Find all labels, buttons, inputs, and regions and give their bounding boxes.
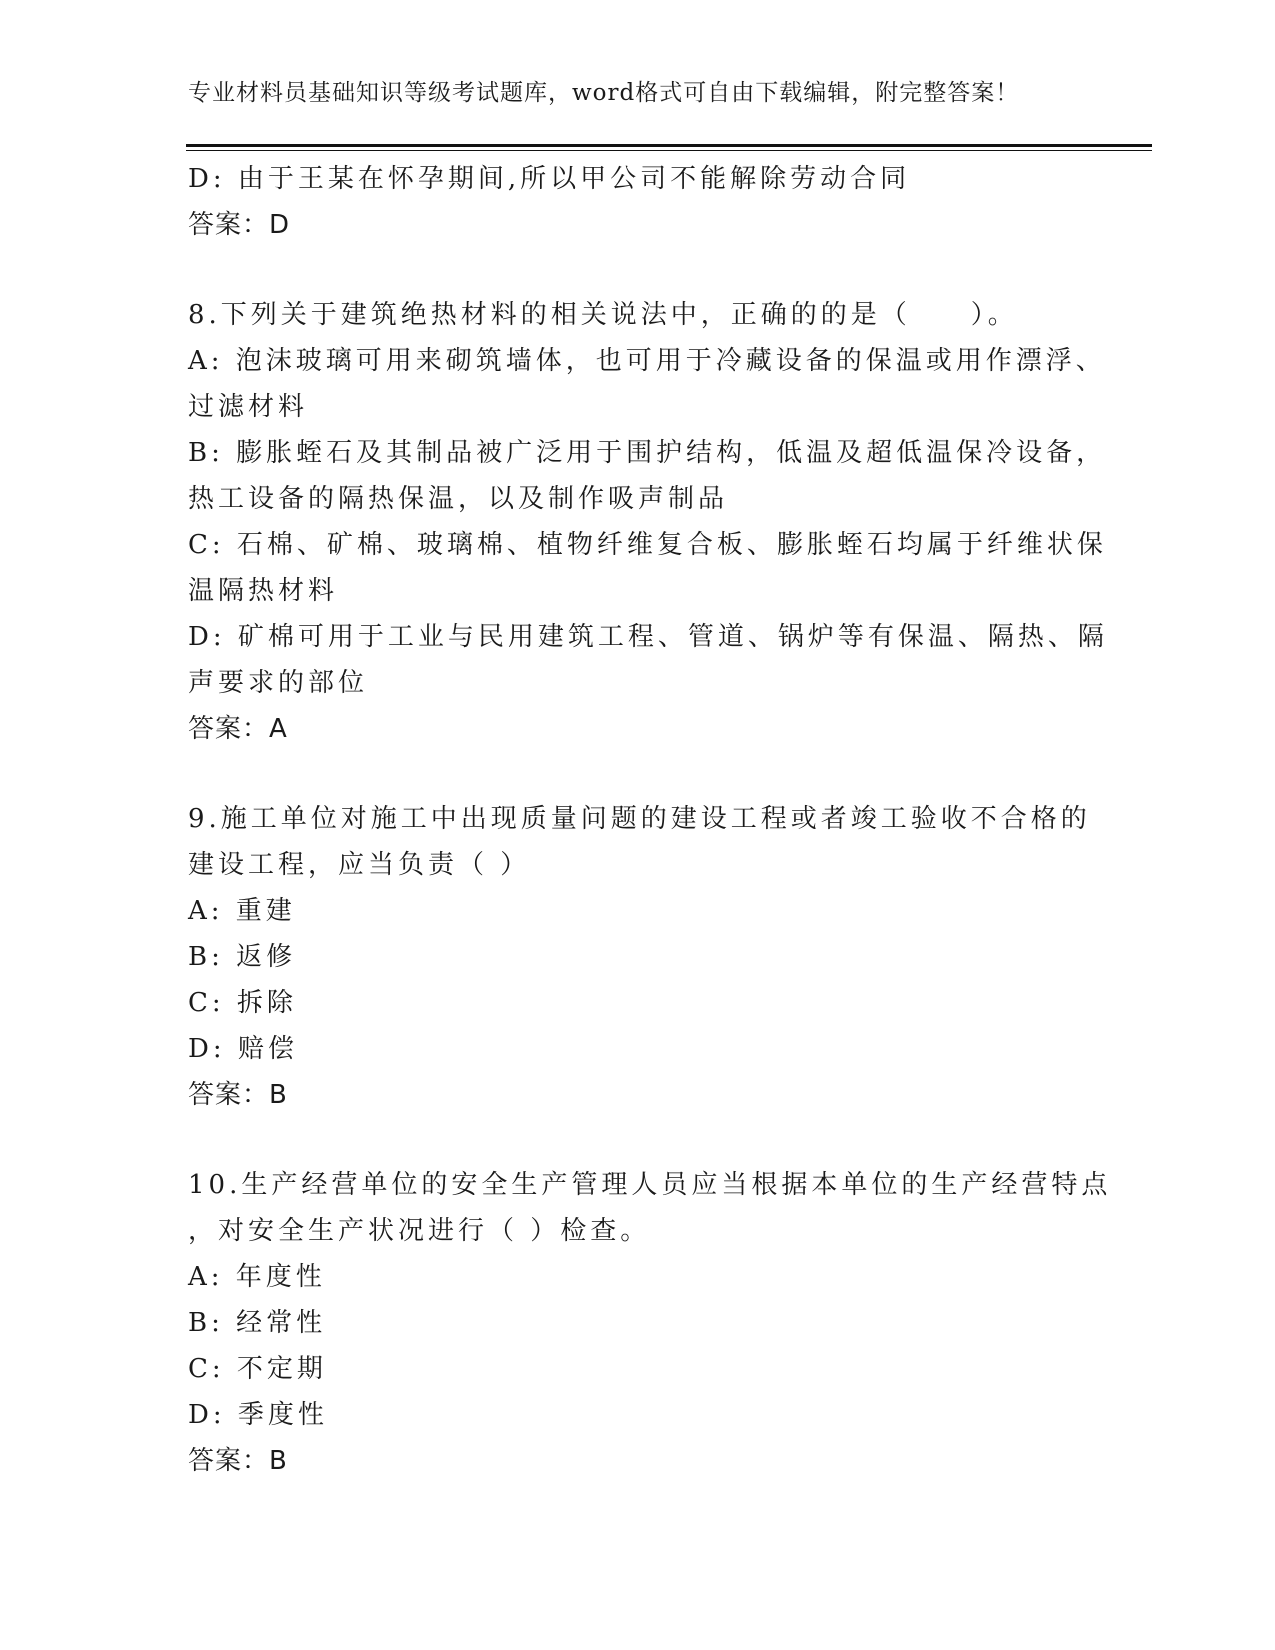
header-rule-thick [186, 144, 1152, 147]
option-a: A: 重建 [188, 896, 296, 926]
question-stem-cont: 建设工程，应当负责（ ） [188, 850, 531, 880]
header-rule-thin [186, 150, 1152, 151]
answer: 答案：B [188, 1080, 288, 1110]
page-header: 专业材料员基础知识等级考试题库，word格式可自由下载编辑，附完整答案！ [188, 80, 1020, 106]
spacer [188, 248, 1088, 292]
option-c: C: 不定期 [188, 1354, 327, 1384]
option-c-cont: 温隔热材料 [188, 576, 339, 606]
previous-question [188, 156, 1088, 248]
option-a: A: 泡沫玻璃可用来砌筑墙体，也可用于冷藏设备的保温或用作漂浮、 [188, 346, 1106, 376]
option-b: B: 返修 [188, 942, 297, 972]
question-9 [188, 796, 1091, 1118]
question-stem-cont: ，对安全生产状况进行（ ）检查。 [188, 1216, 651, 1246]
option-a-cont: 过滤材料 [188, 392, 309, 422]
answer: 答案：B [188, 1446, 288, 1476]
question-list [188, 156, 1112, 1484]
question-stem: 8.下列关于建筑绝热材料的相关说法中，正确的的是（ ）。 [188, 300, 1018, 330]
option-d: D: 由于王某在怀孕期间,所以甲公司不能解除劳动合同 [188, 164, 911, 194]
option-c: C: 拆除 [188, 988, 297, 1018]
option-a: A: 年度性 [188, 1262, 326, 1292]
option-d-cont: 声要求的部位 [188, 668, 369, 698]
option-d: D: 赔偿 [188, 1034, 298, 1064]
question-10 [188, 1162, 1112, 1484]
option-b: B: 经常性 [188, 1308, 327, 1338]
option-b-cont: 热工设备的隔热保温，以及制作吸声制品 [188, 484, 729, 514]
option-d: D: 矿棉可用于工业与民用建筑工程、管道、锅炉等有保温、隔热、隔 [188, 622, 1108, 652]
answer: 答案：D [188, 210, 291, 240]
question-8 [188, 292, 1108, 752]
spacer [188, 752, 1088, 796]
spacer [188, 1118, 1088, 1162]
answer: 答案：A [188, 714, 288, 744]
option-c: C: 石棉、矿棉、玻璃棉、植物纤维复合板、膨胀蛭石均属于纤维状保 [188, 530, 1107, 560]
question-stem: 10.生产经营单位的安全生产管理人员应当根据本单位的生产经营特点 [188, 1170, 1112, 1200]
option-b: B: 膨胀蛭石及其制品被广泛用于围护结构，低温及超低温保冷设备， [188, 438, 1107, 468]
option-d: D: 季度性 [188, 1400, 328, 1430]
question-stem: 9.施工单位对施工中出现质量问题的建设工程或者竣工验收不合格的 [188, 804, 1091, 834]
